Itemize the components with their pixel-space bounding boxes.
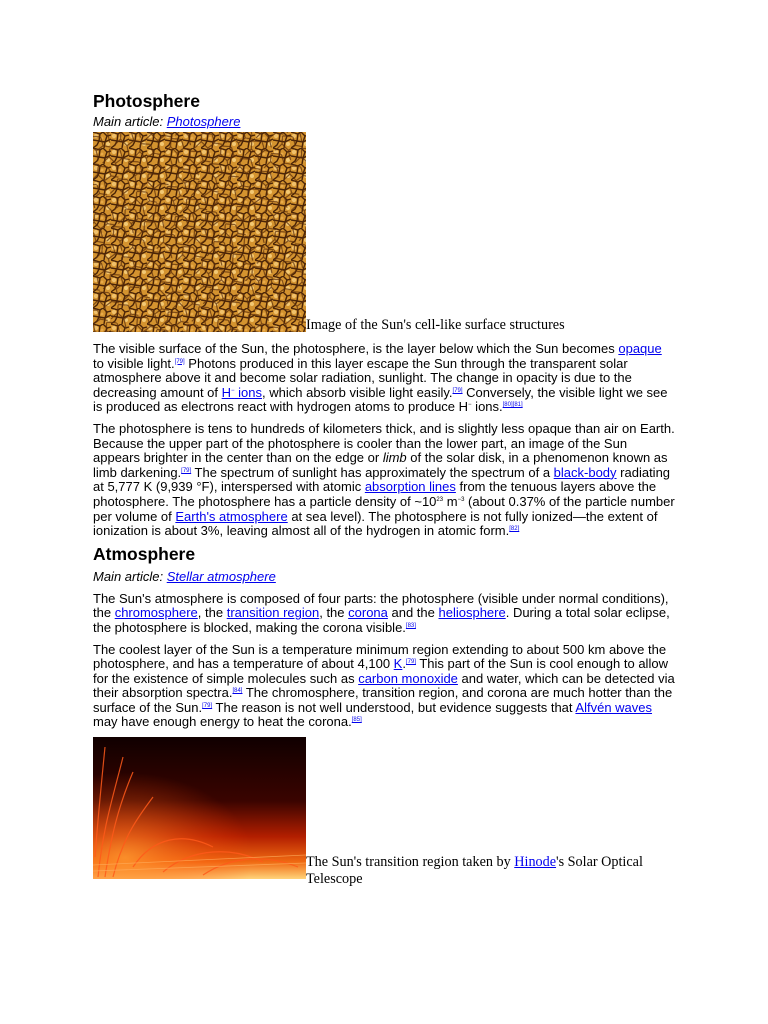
- text-span: and the: [387, 605, 439, 621]
- text-span: at sea level). The photosphere is not fully ionized—the extent of ionization is about 3%, leaving almost all of the hydrogen in atomic form.: [93, 508, 658, 539]
- link-black-body[interactable]: black-body: [553, 464, 617, 480]
- main-article-note: [93, 113, 675, 130]
- text-span: The photosphere is tens to hundreds of kilometers thick, and is slightly less opaque than air on Earth. Because the upper part of the photosphere is cooler than the lower part, an image of the Sun appears brighter in the center than on the edge or: [93, 420, 675, 466]
- link-absorption-lines[interactable]: absorption lines: [364, 479, 456, 495]
- text-span: 's Solar Optical Telescope: [306, 854, 643, 888]
- transition-region-image: [93, 737, 306, 879]
- text-span: , which absorb visible light easily.: [262, 384, 453, 400]
- italic-limb: limb: [382, 450, 407, 466]
- article-content: [93, 90, 675, 888]
- text-span: ions.: [471, 399, 503, 415]
- citation-85[interactable]: [85]: [351, 717, 362, 724]
- citation-79[interactable]: [79]: [452, 387, 463, 394]
- link-transition-region[interactable]: transition region: [226, 605, 320, 621]
- citation-79[interactable]: [79]: [181, 467, 192, 474]
- link-kelvin[interactable]: K: [393, 656, 403, 672]
- section-heading-photosphere: Photosphere: [93, 91, 200, 111]
- superscript: −: [468, 402, 472, 409]
- text-span: The visible surface of the Sun, the photosphere, is the layer below which the Sun becomes: [93, 341, 619, 356]
- main-article-link-photosphere[interactable]: Photosphere: [166, 114, 241, 129]
- paragraph-atmosphere-2: [93, 643, 675, 731]
- text-span: (about 0.37% of the particle number per volume of: [93, 493, 675, 524]
- citation-79[interactable]: [79]: [405, 659, 416, 666]
- text-span: m: [443, 493, 458, 509]
- paragraph-photosphere-1: [93, 342, 675, 415]
- link-corona[interactable]: corona: [348, 605, 388, 621]
- link-carbon-monoxide[interactable]: carbon monoxide: [358, 670, 458, 686]
- text-span: radiating at 5,777 K (9,939 °F), interspersed with atomic: [93, 464, 671, 495]
- citation-79[interactable]: [79]: [174, 358, 185, 365]
- citation-80-81[interactable]: [80][81]: [502, 402, 523, 409]
- paragraph-atmosphere-1: [93, 592, 675, 636]
- text-span: The Sun's transition region taken by: [306, 854, 515, 871]
- superscript: −3: [457, 496, 465, 503]
- superscript: −: [231, 387, 235, 394]
- citation-83[interactable]: [83]: [405, 622, 416, 629]
- citation-82[interactable]: [82]: [509, 526, 520, 533]
- link-hinode[interactable]: Hinode: [514, 854, 557, 871]
- section-heading-atmosphere: Atmosphere: [93, 543, 196, 564]
- text-span: , the: [197, 605, 227, 621]
- text-span: The reason is not well understood, but evidence suggests that: [212, 699, 576, 715]
- text-span: Conversely, the visible light we see is produced as electrons react with hydrogen atoms to produce H: [93, 384, 668, 415]
- link-alfven-waves[interactable]: Alfvén waves: [575, 699, 653, 715]
- link-heliosphere[interactable]: heliosphere: [438, 605, 506, 621]
- text-span: of the solar disk, in a phenomenon known as limb darkening.: [93, 450, 668, 480]
- citation-79[interactable]: [79]: [202, 702, 213, 709]
- link-text: ions: [234, 384, 263, 400]
- text-span: may have enough energy to heat the corona.: [93, 714, 352, 730]
- text-span: from the tenuous layers above the photosphere. The photosphere has a particle density of ~10: [93, 479, 657, 509]
- figure-transition-region: [93, 737, 675, 888]
- solar-granulation-image: [93, 132, 306, 332]
- main-article-prefix: Main article:: [93, 568, 167, 584]
- link-opaque[interactable]: opaque: [618, 341, 662, 356]
- citation-84[interactable]: [84]: [232, 688, 243, 695]
- paragraph-photosphere-2: [93, 422, 675, 539]
- link-text: H: [221, 384, 232, 400]
- figure-caption-granulation: Image of the Sun's cell-like surface structures: [306, 317, 565, 333]
- link-h-ions[interactable]: [222, 385, 262, 400]
- text-span: The coolest layer of the Sun is a temperature minimum region extending to about 500 km above the photosphere, and has a temperature of about 4,100: [93, 641, 667, 672]
- main-article-prefix: Main article:: [93, 114, 167, 129]
- main-article-link-stellar-atmosphere[interactable]: Stellar atmosphere: [166, 568, 276, 584]
- superscript: 23: [436, 496, 444, 503]
- text-span: , the: [319, 605, 349, 621]
- text-span: The Sun's atmosphere is composed of four parts: the photosphere (visible under normal conditions), the: [93, 590, 669, 621]
- text-span: The spectrum of sunlight has approximately the spectrum of a: [191, 464, 554, 480]
- text-span: and water, which can be detected via their absorption spectra.: [93, 670, 675, 701]
- text-span: . During a total solar eclipse, the photosphere is blocked, making the corona visible.: [93, 605, 670, 635]
- main-article-note: [93, 568, 675, 585]
- text-span: The chromosphere, transition region, and corona are much hotter than the surface of the Sun.: [93, 685, 673, 715]
- link-chromosphere[interactable]: chromosphere: [114, 605, 198, 621]
- figure-granulation: [93, 132, 675, 332]
- text-span: Photons produced in this layer escape the Sun through the transparent solar atmosphere above it and become solar radiation, sunlight. The change in opacity is due to the decreasing amount of: [93, 355, 632, 400]
- link-earths-atmosphere[interactable]: Earth's atmosphere: [175, 508, 288, 524]
- text-span: to visible light.: [93, 355, 175, 371]
- text-span: .: [402, 656, 406, 672]
- text-span: This part of the Sun is cool enough to allow for the existence of simple molecules such as: [93, 656, 668, 686]
